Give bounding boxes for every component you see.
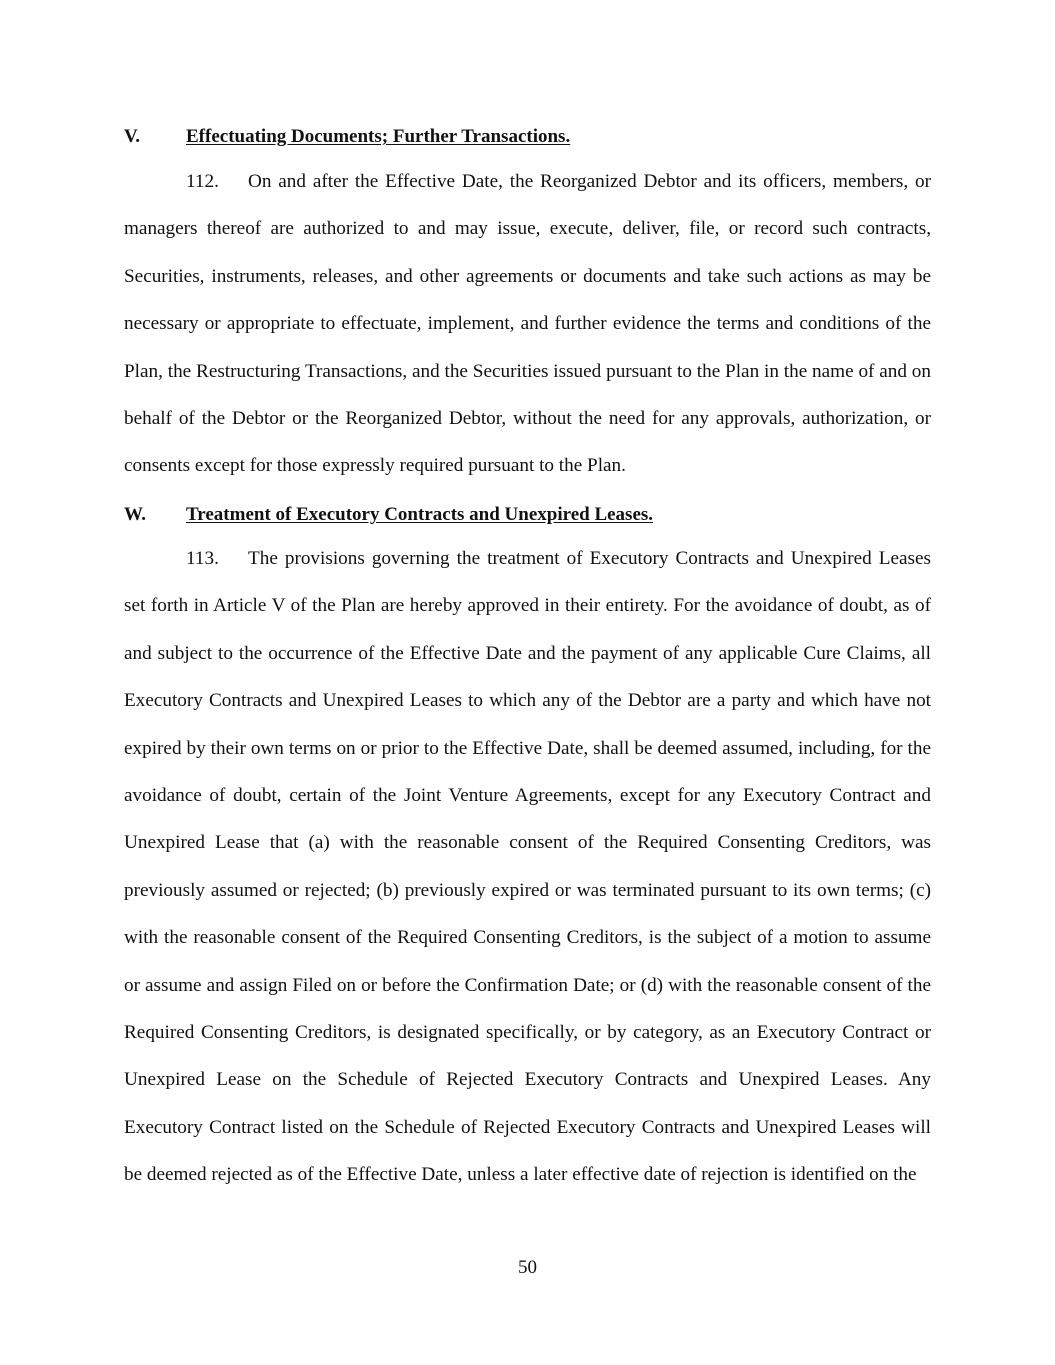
paragraph-112 (124, 158, 931, 490)
paragraph-text: The provisions governing the treatment of Executory Contracts and Unexpired Leases set forth in Article V of the Plan are hereby approved in their entirety. For the avoidance of doubt, as of and subject to the occurrence of the Effective Date and the payment of any applicable Cure Claims, all Executory Contracts and Unexpired Leases to which any of the Debtor are a party and which have not expired by their own terms on or prior to the Effective Date, shall be deemed assumed, including, for the avoidance of doubt, certain of the Joint Venture Agreements, except for any Executory Contract and Unexpired Lease that (a) with the reasonable consent of the Required Consenting Creditors, was previously assumed or rejected; (b) previously expired or was terminated pursuant to its own terms; (c) with the reasonable consent of the Required Consenting Creditors, is the subject of a motion to assume or assume and assign Filed on or before the Confirmation Date; or (d) with the reasonable consent of the Required Consenting Creditors, is designated specifically, or by category, as an Executory Contract or Unexpired Lease on the Schedule of Rejected Executory Contracts and Unexpired Leases. Any Executory Contract listed on the Schedule of Rejected Executory Contracts and Unexpired Leases will be deemed rejected as of the Effective Date, unless a later effective date of rejection is identified on the (124, 548, 931, 1186)
section-title: Effectuating Documents; Further Transactions. (186, 126, 571, 147)
page-number: 50 (518, 1257, 537, 1278)
paragraph-number: 112. (186, 171, 219, 192)
section-title: Treatment of Executory Contracts and Unexpired Leases. (186, 504, 654, 525)
paragraph-number: 113. (186, 548, 219, 569)
paragraph-text: On and after the Effective Date, the Reorganized Debtor and its officers, members, or managers thereof are authorized to and may issue, execute, deliver, file, or record such contracts, Securities, instruments, releases, and other agreements or documents and take such actions as may be necessary or appropriate to effectuate, implement, and further evidence the terms and conditions of the Plan, the Restructuring Transactions, and the Securities issued pursuant to the Plan in the name of and on behalf of the Debtor or the Reorganized Debtor, without the need for any approvals, authorization, or consents except for those expressly required pursuant to the Plan. (124, 171, 931, 477)
section-letter: W. (124, 504, 147, 525)
paragraph-113 (124, 535, 931, 1199)
section-letter: V. (124, 126, 141, 147)
